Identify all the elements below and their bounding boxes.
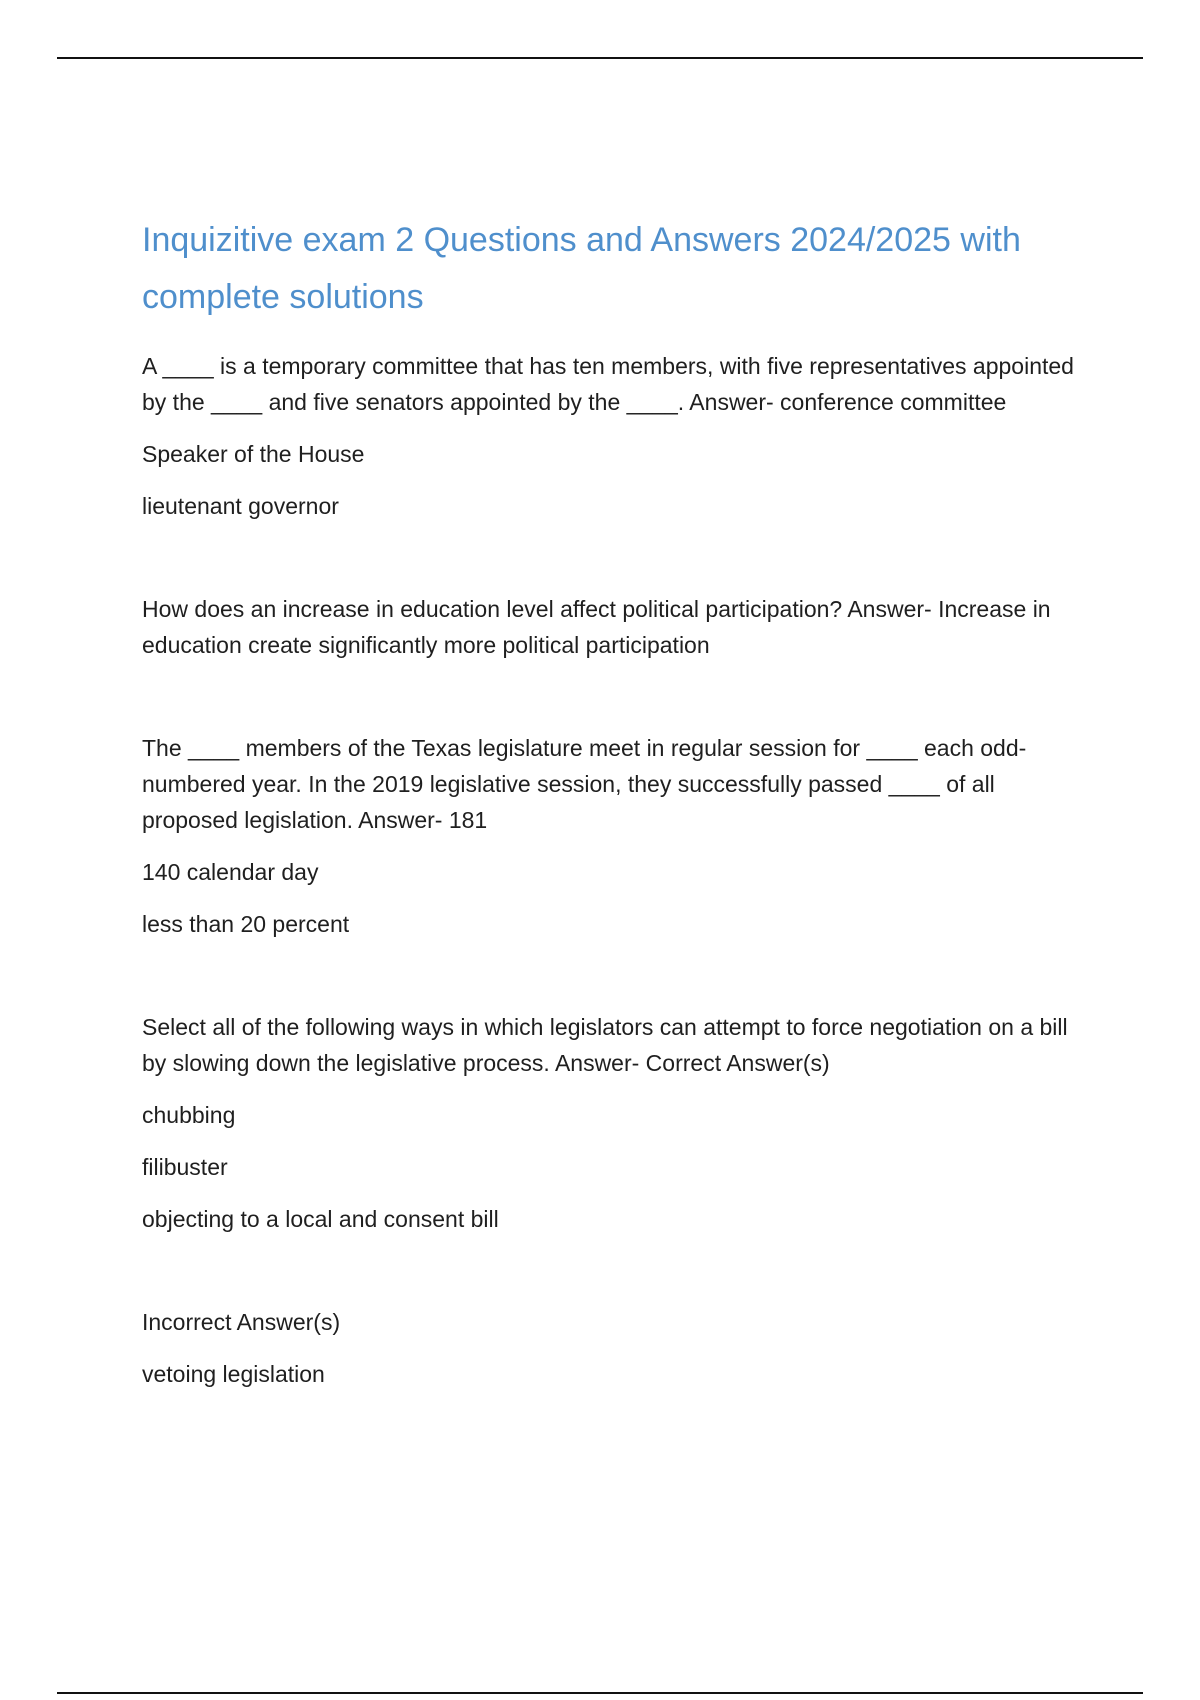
answer-3b: less than 20 percent bbox=[142, 911, 350, 937]
spacer bbox=[142, 1253, 1082, 1304]
answer-4a: chubbing bbox=[142, 1102, 236, 1128]
answer-1a: Speaker of the House bbox=[142, 441, 365, 467]
spacer bbox=[142, 679, 1082, 730]
answer-4b: filibuster bbox=[142, 1154, 228, 1180]
footer-rule bbox=[57, 1692, 1143, 1694]
incorrect-answer-1: vetoing legislation bbox=[142, 1361, 325, 1387]
question-3: The ____ members of the Texas legislature meet in regular session for ____ each odd-numbered year. In the 2019 legislative session, they successfully passed ____ of all proposed legislation. Answer- 181 bbox=[142, 735, 1027, 833]
question-1: A ____ is a temporary committee that has ten members, with five representatives appointed by the ____ and five senators appointed by the ____. Answer- conference committee bbox=[142, 353, 1074, 415]
spacer bbox=[142, 958, 1082, 1009]
document-title: Inquizitive exam 2 Questions and Answers 2024/2025 with complete solutions bbox=[142, 221, 1021, 316]
answer-4c: objecting to a local and consent bill bbox=[142, 1206, 499, 1232]
header-rule bbox=[57, 57, 1143, 59]
answer-1b: lieutenant governor bbox=[142, 493, 339, 519]
answer-3a: 140 calendar day bbox=[142, 859, 319, 885]
question-2: How does an increase in education level affect political participation? Answer- Increase in education create significantly more political participation bbox=[142, 596, 1051, 658]
spacer bbox=[142, 540, 1082, 591]
incorrect-heading: Incorrect Answer(s) bbox=[142, 1309, 341, 1335]
document-body bbox=[142, 212, 1082, 1408]
question-4: Select all of the following ways in which legislators can attempt to force negotiation on a bill by slowing down the legislative process. Answer- Correct Answer(s) bbox=[142, 1014, 1068, 1076]
